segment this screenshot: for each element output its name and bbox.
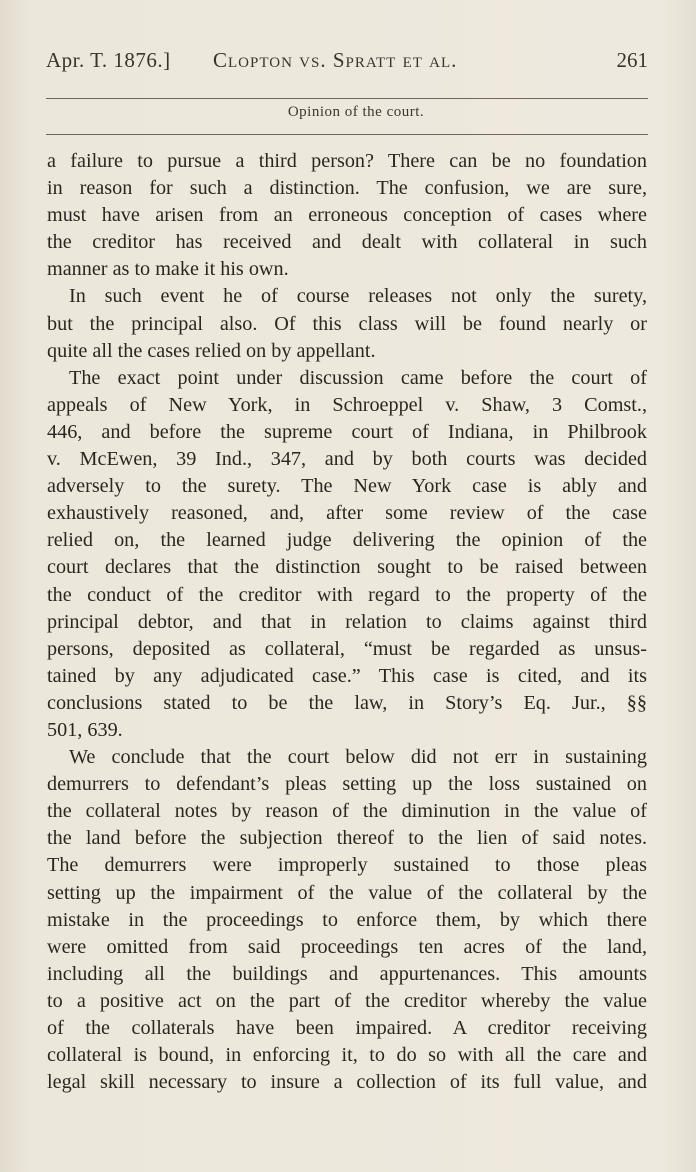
text-line: The demurrers were improperly sustained to those pleas: [47, 854, 647, 877]
text-line: principal debtor, and that in relation to claims against third: [47, 610, 647, 633]
text-line: 501, 639.: [47, 718, 123, 741]
running-header: [46, 48, 648, 78]
header-rule-bottom: [46, 134, 648, 135]
text-line: tained by any adjudicated case.” This case is cited, and its: [47, 664, 647, 687]
text-line: adversely to the surety. The New York case is ably and: [47, 475, 647, 498]
text-line: The exact point under discussion came before the court of: [69, 366, 647, 389]
text-line: In such event he of course releases not only the surety,: [69, 285, 647, 308]
text-line: mistake in the proceedings to enforce them, by which there: [47, 908, 647, 931]
text-line: conclusions stated to be the law, in Story’s Eq. Jur., §§: [47, 691, 647, 714]
text-line: relied on, the learned judge delivering the opinion of the: [47, 529, 647, 552]
text-line: setting up the impairment of the value of the collateral by the: [47, 881, 647, 904]
text-line: legal skill necessary to insure a collection of its full value, and: [47, 1071, 647, 1094]
text-line: demurrers to defendant’s pleas setting up the loss sustained on: [47, 773, 647, 796]
text-line: 446, and before the supreme court of Indiana, in Philbrook: [47, 420, 647, 443]
text-line: must have arisen from an erroneous conception of cases where: [47, 204, 647, 227]
page-number: 261: [616, 48, 648, 72]
text-line: the creditor has received and dealt with collateral in such: [47, 231, 647, 254]
text-line: court declares that the distinction sought to be raised between: [47, 556, 647, 579]
text-line: v. McEwen, 39 Ind., 347, and by both courts was decided: [47, 448, 647, 471]
text-line: appeals of New York, in Schroeppel v. Shaw, 3 Comst.,: [47, 393, 647, 416]
text-line: exhaustively reasoned, and, after some review of the case: [47, 502, 647, 525]
header-rule-top: [46, 98, 648, 99]
text-line: were omitted from said proceedings ten acres of the land,: [47, 935, 647, 958]
text-line: the collateral notes by reason of the diminution in the value of: [47, 800, 647, 823]
text-line: the conduct of the creditor with regard to the property of the: [47, 583, 647, 606]
text-line: but the principal also. Of this class will be found nearly or: [47, 312, 647, 335]
text-line: of the collaterals have been impaired. A creditor receiving: [47, 1017, 647, 1039]
text-line: the land before the subjection thereof to the lien of said notes.: [47, 827, 647, 850]
opinion-text: [47, 148, 647, 1096]
header-case-title: Clopton vs. Spratt et al.: [213, 48, 458, 72]
text-line: persons, deposited as collateral, “must be regarded as unsus-: [47, 637, 647, 660]
text-line: We conclude that the court below did not err in sustaining: [69, 746, 647, 769]
text-line: quite all the cases relied on by appellant.: [47, 339, 376, 362]
text-line: in reason for such a distinction. The confusion, we are sure,: [47, 177, 647, 200]
text-line: to a positive act on the part of the creditor whereby the value: [47, 989, 647, 1012]
section-subheading: Opinion of the court.: [287, 104, 425, 120]
text-line: including all the buildings and appurtenances. This amounts: [47, 962, 647, 985]
text-line: manner as to make it his own.: [47, 258, 289, 281]
text-line: collateral is bound, in enforcing it, to do so with all the care and: [47, 1044, 647, 1067]
text-line: a failure to pursue a third person? There can be no foundation: [47, 150, 647, 172]
header-term: Apr. T. 1876.]: [46, 48, 171, 72]
